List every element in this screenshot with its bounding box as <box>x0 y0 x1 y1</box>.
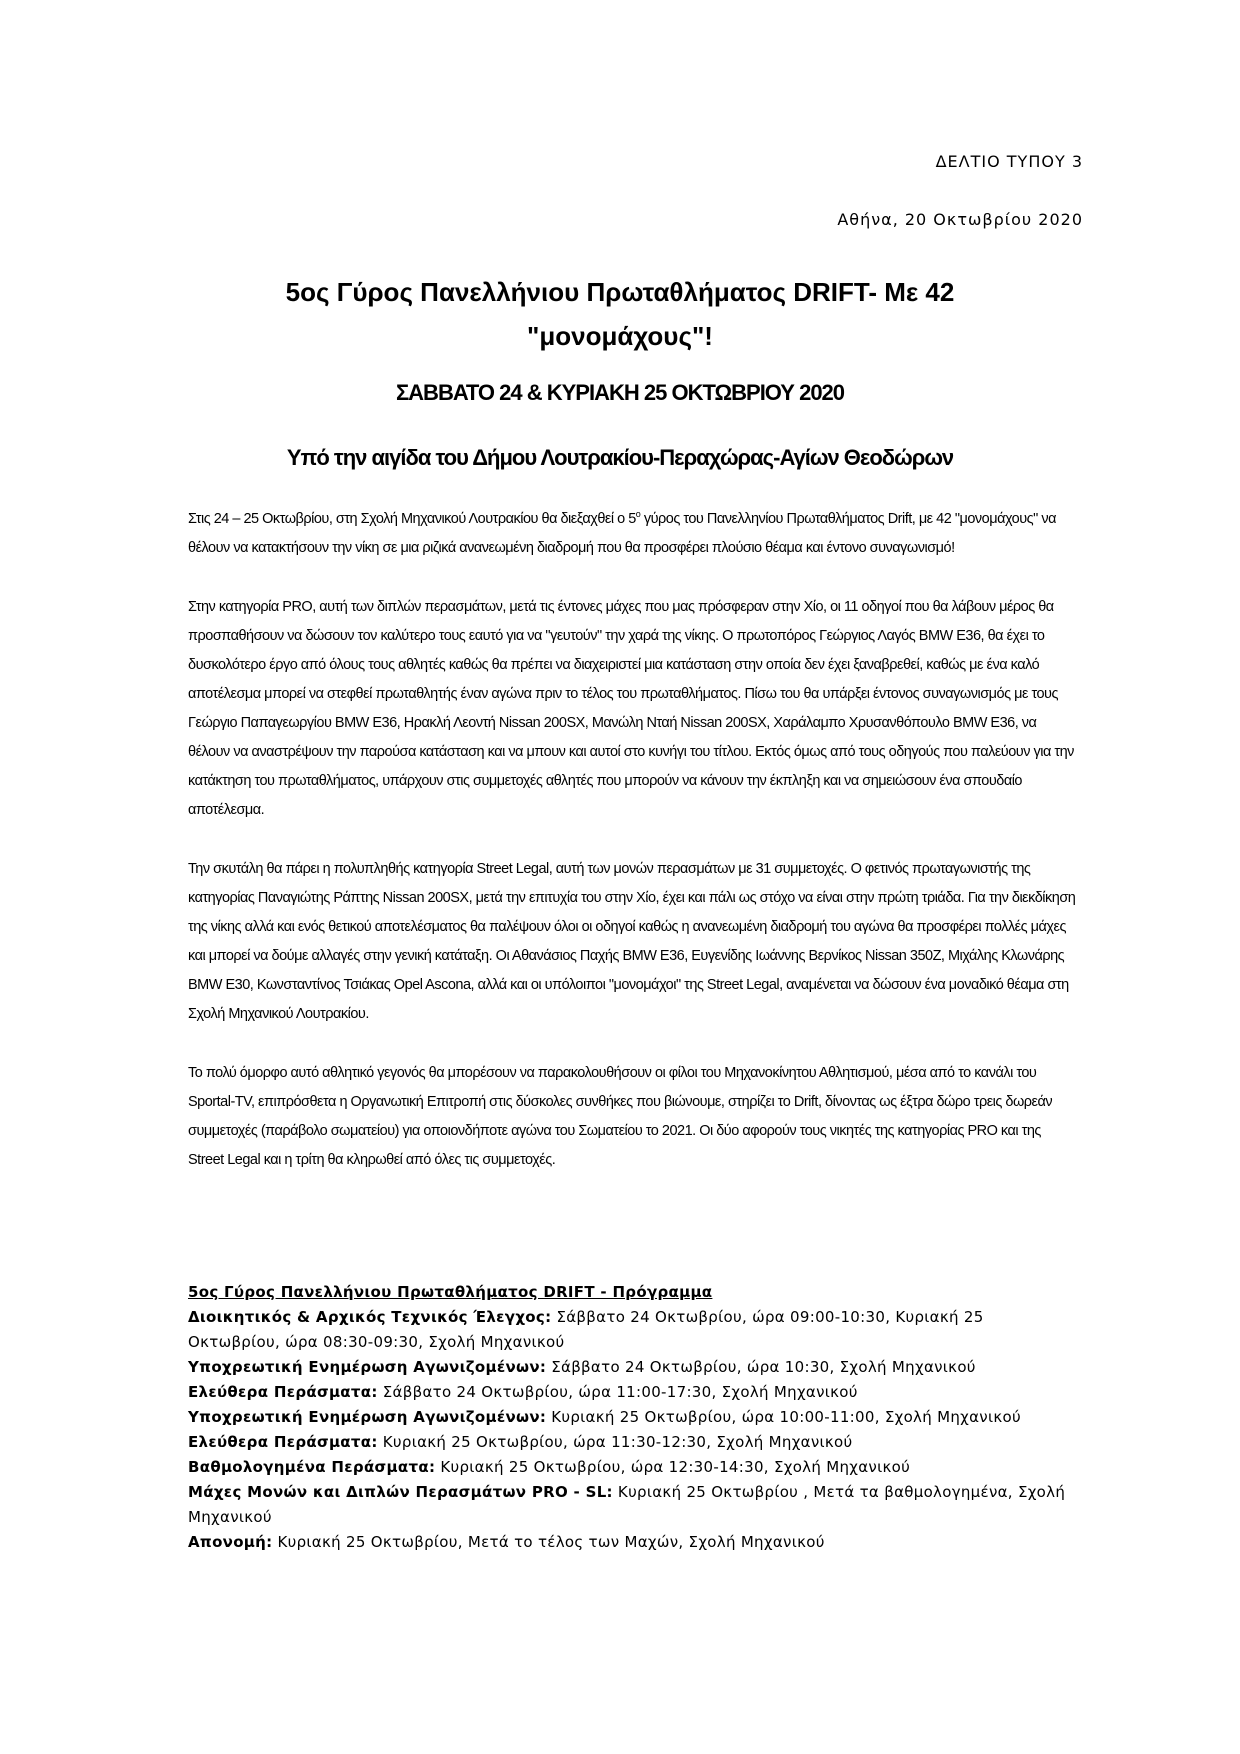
schedule-label: Ελεύθερα Περάσματα: <box>188 1383 378 1401</box>
paragraph-4: Το πολύ όμορφο αυτό αθλητικό γεγονός θα μπορέσουν να παρακολουθήσουν οι φίλοι του Μηχανοκίνητου Αθλητισμού, μέσα από το κανάλι του Sportal-TV, επιπρόσθετα η Οργανωτική Επιτροπή στις δύσκολες συνθήκες που βιώνουμε, στηρίζει το Drift, δίνοντας ως έξτρα δώρο τρεις δωρεάν συμμετοχές (παράβολο σωματείου) για οποιονδήποτε αγώνα του Σωματείου το 2021. Οι δύο αφορούν τους νικητές της κατηγορίας PRO και της Street Legal και η τρίτη θα κληρωθεί από όλες τις συμμετοχές. <box>188 1065 1053 1168</box>
schedule-item <box>188 1355 1068 1380</box>
schedule-text: Σάββατο 24 Οκτωβρίου, ώρα 10:30, Σχολή Μηχανικού <box>546 1358 976 1376</box>
schedule-label: Βαθμολογημένα Περάσματα: <box>188 1458 436 1476</box>
press-release-number: ΔΕΛΤΙΟ ΤΥΠΟΥ 3 <box>935 152 1083 171</box>
paragraph-3: Την σκυτάλη θα πάρει η πολυπληθής κατηγορία Street Legal, αυτή των μονών περασμάτων με 31 συμμετοχές. Ο φετινός πρωταγωνιστής της κατηγορίας Παναγιώτης Ράπτης Nissan 200SX, μετά την επιτυχία του στην Χίο, έχει και πάλι ως στόχο να είναι στην πρώτη τριάδα. Για την διεκδίκηση της νίκης αλλά και ενός θετικού αποτελέσματος θα παλέψουν όλοι οι οδηγοί καθώς η ανανεωμένη διαδρομή του αγώνα θα προσφέρει πολλές μάχες και μπορεί να δούμε αλλαγές στην γενική κατάταξη. Οι Αθανάσιος Παχής BMW E36, Ευγενίδης Ιωάννης Βερνίκος Nissan 350Z, Μιχάλης Κλωνάρης BMW E30, Κωνσταντίνος Τσιάκας Opel Ascona, αλλά και οι υπόλοιποι "μονομάχοι" της Street Legal, αναμένεται να δώσουν ένα μοναδικό θέαμα στη Σχολή Μηχανικού Λουτρακίου. <box>188 861 1076 1022</box>
paragraph-1 <box>188 505 1078 563</box>
aegis-line: Υπό την αιγίδα του Δήμου Λουτρακίου-Περαχώρας-Αγίων Θεοδώρων <box>286 445 954 470</box>
schedule-item <box>188 1305 1068 1355</box>
body-text <box>188 505 1078 1205</box>
schedule-label: Απονομή: <box>188 1533 273 1551</box>
event-dates: ΣΑΒΒΑΤΟ 24 & ΚΥΡΙΑΚΗ 25 ΟΚΤΩΒΡΙΟΥ 2020 <box>395 380 845 405</box>
schedule-label: Υποχρεωτική Ενημέρωση Αγωνιζομένων: <box>188 1358 547 1376</box>
schedule-title: 5ος Γύρος Πανελλήνιου Πρωταθλήματος DRIFT - Πρόγραμμα <box>188 1283 713 1301</box>
schedule-text: Κυριακή 25 Οκτωβρίου , Μετά τα βαθμολογημένα, Σχολή Μηχανικού <box>188 1483 1066 1526</box>
schedule-item <box>188 1480 1068 1530</box>
paragraph-1-part-a: Στις 24 – 25 Οκτωβρίου, στη Σχολή Μηχανικού Λουτρακίου θα διεξαχθεί ο 5 <box>188 511 636 527</box>
schedule-text: Σάββατο 24 Οκτωβρίου, ώρα 11:00-17:30, Σχολή Μηχανικού <box>377 1383 858 1401</box>
schedule-item <box>188 1530 1068 1555</box>
schedule-text: Κυριακή 25 Οκτωβρίου, ώρα 11:30-12:30, Σχολή Μηχανικού <box>377 1433 853 1451</box>
schedule-item <box>188 1380 1068 1405</box>
schedule-label: Μάχες Μονών και Διπλών Περασμάτων PRO - SL: <box>188 1483 613 1501</box>
document-title <box>190 270 1050 358</box>
schedule-text: Κυριακή 25 Οκτωβρίου, ώρα 10:00-11:00, Σχολή Μηχανικού <box>546 1408 1021 1426</box>
schedule-label: Ελεύθερα Περάσματα: <box>188 1433 378 1451</box>
schedule-item <box>188 1405 1068 1430</box>
title-line-2: "μονομάχους"! <box>527 321 713 351</box>
schedule-text: Κυριακή 25 Οκτωβρίου, ώρα 12:30-14:30, Σχολή Μηχανικού <box>435 1458 911 1476</box>
schedule-item <box>188 1430 1068 1455</box>
schedule-text: Σάββατο 24 Οκτωβρίου, ώρα 09:00-10:30, Κυριακή 25 Οκτωβρίου, ώρα 08:30-09:30, Σχολή Μηχανικού <box>188 1308 984 1351</box>
title-line-1: 5ος Γύρος Πανελλήνιου Πρωταθλήματος DRIFT- Με 42 <box>285 277 955 307</box>
schedule-section <box>188 1280 1068 1555</box>
paragraph-2: Στην κατηγορία PRO, αυτή των διπλών περασμάτων, μετά τις έντονες μάχες που μας πρόσφεραν στην Χίο, οι 11 οδηγοί που θα λάβουν μέρος θα προσπαθήσουν να δώσουν τον καλύτερο τους εαυτό για να "γευτούν" την χαρά της νίκης. Ο πρωτοπόρος Γεώργιος Λαγός BMW E36, θα έχει το δυσκολότερο έργο από όλους τους αθλητές καθώς θα πρέπει να διαχειριστεί μια κατάσταση στην οποία δεν έχει ξαναβρεθεί, καθώς με ένα καλό αποτέλεσμα μπορεί να στεφθεί πρωταθλητής έναν αγώνα πριν το τέλος του πρωταθλήματος. Πίσω του θα υπάρξει έντονος συναγωνισμός με τους Γεώργιο Παπαγεωργίου BMW E36, Ηρακλή Λεοντή Nissan 200SX, Μανώλη Νταή Nissan 200SX, Χαράλαμπο Χρυσανθόπουλο BMW E36, να θέλουν να αναστρέψουν την παρούσα κατάσταση και να μπουν και αυτοί στο κυνήγι του τίτλου. Εκτός όμως από τους οδηγούς που παλεύουν για την κατάκτηση του πρωταθλήματος, υπάρχουν στις συμμετοχές αθλητές που μπορούν να κάνουν την έκπληξη και να σημειώσουν ένα σπουδαίο αποτέλεσμα. <box>188 599 1074 818</box>
ordinal-superscript: ο <box>635 509 641 520</box>
schedule-label: Διοικητικός & Αρχικός Τεχνικός Έλεγχος: <box>188 1308 552 1326</box>
paragraph-1-part-b: γύρος του Πανελληνίου Πρωταθλήματος Drift, με 42 "μονομάχους" να θέλουν να κατακτήσουν την νίκη σε μια ριζικά ανανεωμένη διαδρομή που θα προσφέρει πλούσιο θέαμα και έντονο συναγωνισμό! <box>188 511 1056 556</box>
release-date: Αθήνα, 20 Οκτωβρίου 2020 <box>837 210 1083 229</box>
schedule-label: Υποχρεωτική Ενημέρωση Αγωνιζομένων: <box>188 1408 547 1426</box>
schedule-text: Κυριακή 25 Οκτωβρίου, Μετά το τέλος των Μαχών, Σχολή Μηχανικού <box>272 1533 825 1551</box>
schedule-item <box>188 1455 1068 1480</box>
